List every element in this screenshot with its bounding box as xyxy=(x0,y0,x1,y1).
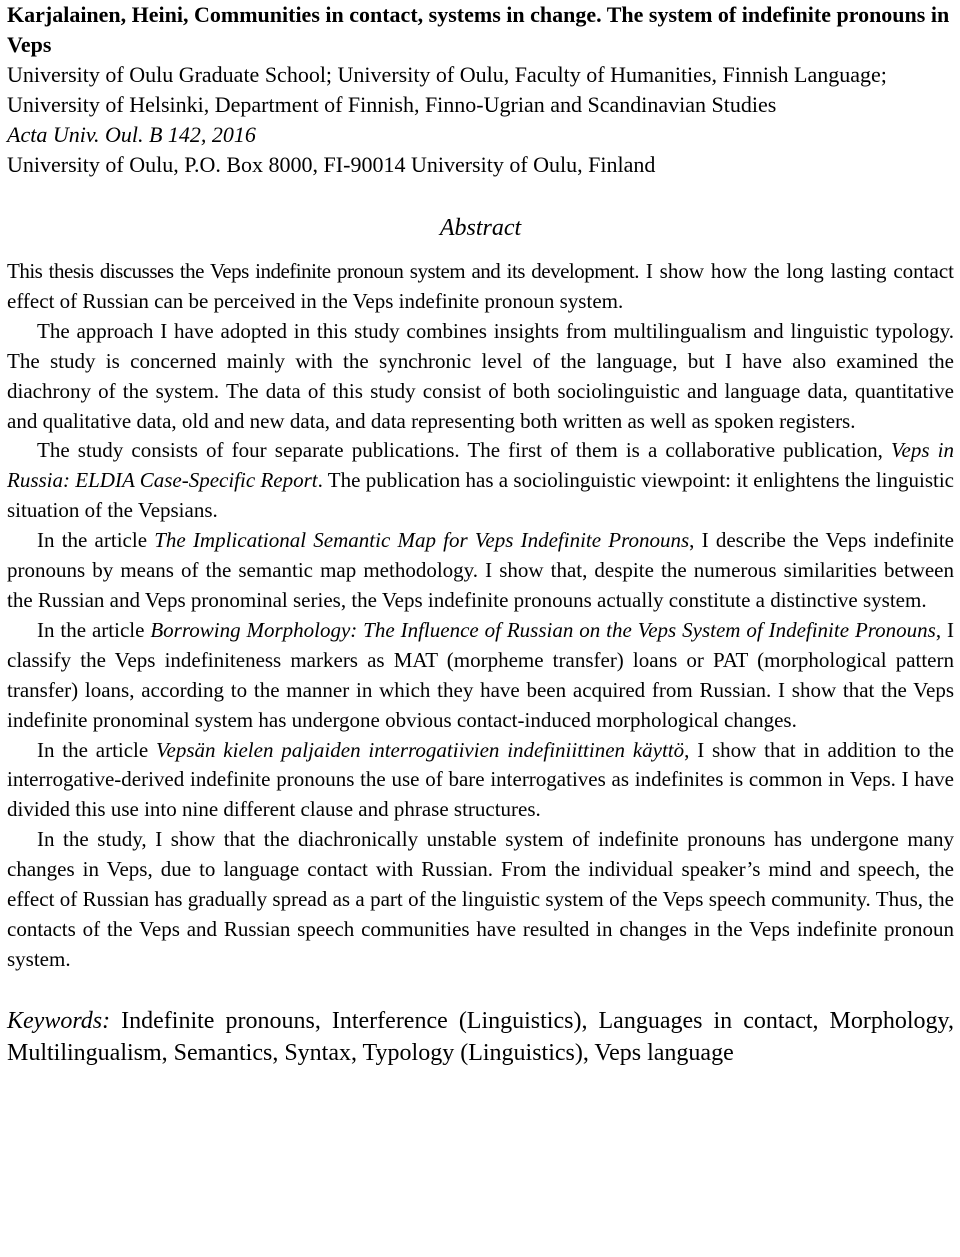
abstract-paragraph: The approach I have adopted in this study combines insights from multilingualism and linguistic typology. The study is concerned mainly with the synchronic level of the language, but I have also examined the diachrony of the system. The data of this study consist of both sociolinguistic and language data, quantitative and qualitative data, old and new data, and data representing both written as well as spoken registers. xyxy=(7,318,954,433)
abstract-paragraph xyxy=(7,736,954,826)
keywords-list: Indefinite pronouns, Interference (Linguistics), Languages in contact, Morphology, Multilingualism, Semantics, Syntax, Typology (Linguistics), Veps language xyxy=(7,1007,954,1066)
abstract-text: In the article xyxy=(37,617,151,642)
publication-title: Borrowing Morphology: The Influence of Russian on the Veps System of Indefinite Pronouns xyxy=(150,617,936,642)
publisher-address: University of Oulu, P.O. Box 8000, FI-90014 University of Oulu, Finland xyxy=(7,152,656,177)
abstract-text: In the article xyxy=(37,528,155,553)
publication-title: The Implicational Semantic Map for Veps Indefinite Pronouns xyxy=(154,528,690,553)
abstract-paragraph xyxy=(7,616,954,736)
bibliographic-header xyxy=(7,0,954,180)
abstract-text: , I describe the Veps indefinite pronouns by means of the semantic map methodology. I show that, despite the numerous similarities between the Russian and Veps pronominal series, the Veps indefinite pronouns actually constitute a distinctive system. xyxy=(7,528,954,612)
abstract-paragraph xyxy=(7,257,954,317)
abstract-paragraph: In the study, I show that the diachronically unstable system of indefinite pronouns has undergone many changes in Veps, due to language contact with Russian. From the individual speaker’s mind and speech, the effect of Russian has gradually spread as a part of the linguistic system of the Veps speech community. Thus, the contacts of the Veps and Russian speech communities have resulted in changes in the Veps indefinite pronoun system. xyxy=(7,827,954,971)
abstract-body xyxy=(7,257,954,975)
abstract-text: I show how the long lasting contact effect of Russian can be perceived in the Veps indefinite pronoun system. xyxy=(7,259,954,313)
abstract-text: This thesis discusses the Veps indefinite pronoun system and its development. xyxy=(7,259,640,283)
abstract-text: , I show that in addition to the interrogative-derived indefinite pronouns the use of bare interrogatives as indefinites is common in Veps. I have divided this use into nine different clause and phrase structures. xyxy=(7,737,954,822)
abstract-paragraph xyxy=(7,526,954,616)
affiliation: University of Oulu Graduate School; University of Oulu, Faculty of Humanities, Finnish Language; University of Helsinki, Department of Finnish, Finno-Ugrian and Scandinavian Studies xyxy=(7,62,887,117)
thesis-title: Karjalainen, Heini, Communities in contact, systems in change. The system of indefinite pronouns in Veps xyxy=(7,2,950,57)
series-info: Acta Univ. Oul. B 142, 2016 xyxy=(7,122,256,147)
publication-title: Vepsän kielen paljaiden interrogatiivien indefiniittinen käyttö xyxy=(156,737,685,762)
abstract-heading: Abstract xyxy=(439,215,522,241)
abstract-text: In the article xyxy=(37,737,157,762)
publication-title: Veps in Russia: ELDIA Case-Specific Report xyxy=(7,438,955,493)
abstract-text: The study consists of four separate publications. The first of them is a collaborative publication, xyxy=(37,438,892,463)
keywords xyxy=(7,1005,954,1069)
document-page xyxy=(7,0,954,1069)
abstract-text: . The publication has a sociolinguistic viewpoint: it enlightens the linguistic situation of the Vepsians. xyxy=(7,468,955,523)
abstract-paragraph xyxy=(7,436,954,526)
keywords-label: Keywords: xyxy=(7,1007,111,1034)
abstract-text: , I classify the Veps indefiniteness markers as MAT (morpheme transfer) loans or PAT (morphological pattern transfer) loans, according to the manner in which they have been acquired from Russian. I show that the Veps indefinite pronominal system has undergone obvious contact-induced morphological changes. xyxy=(7,617,955,732)
